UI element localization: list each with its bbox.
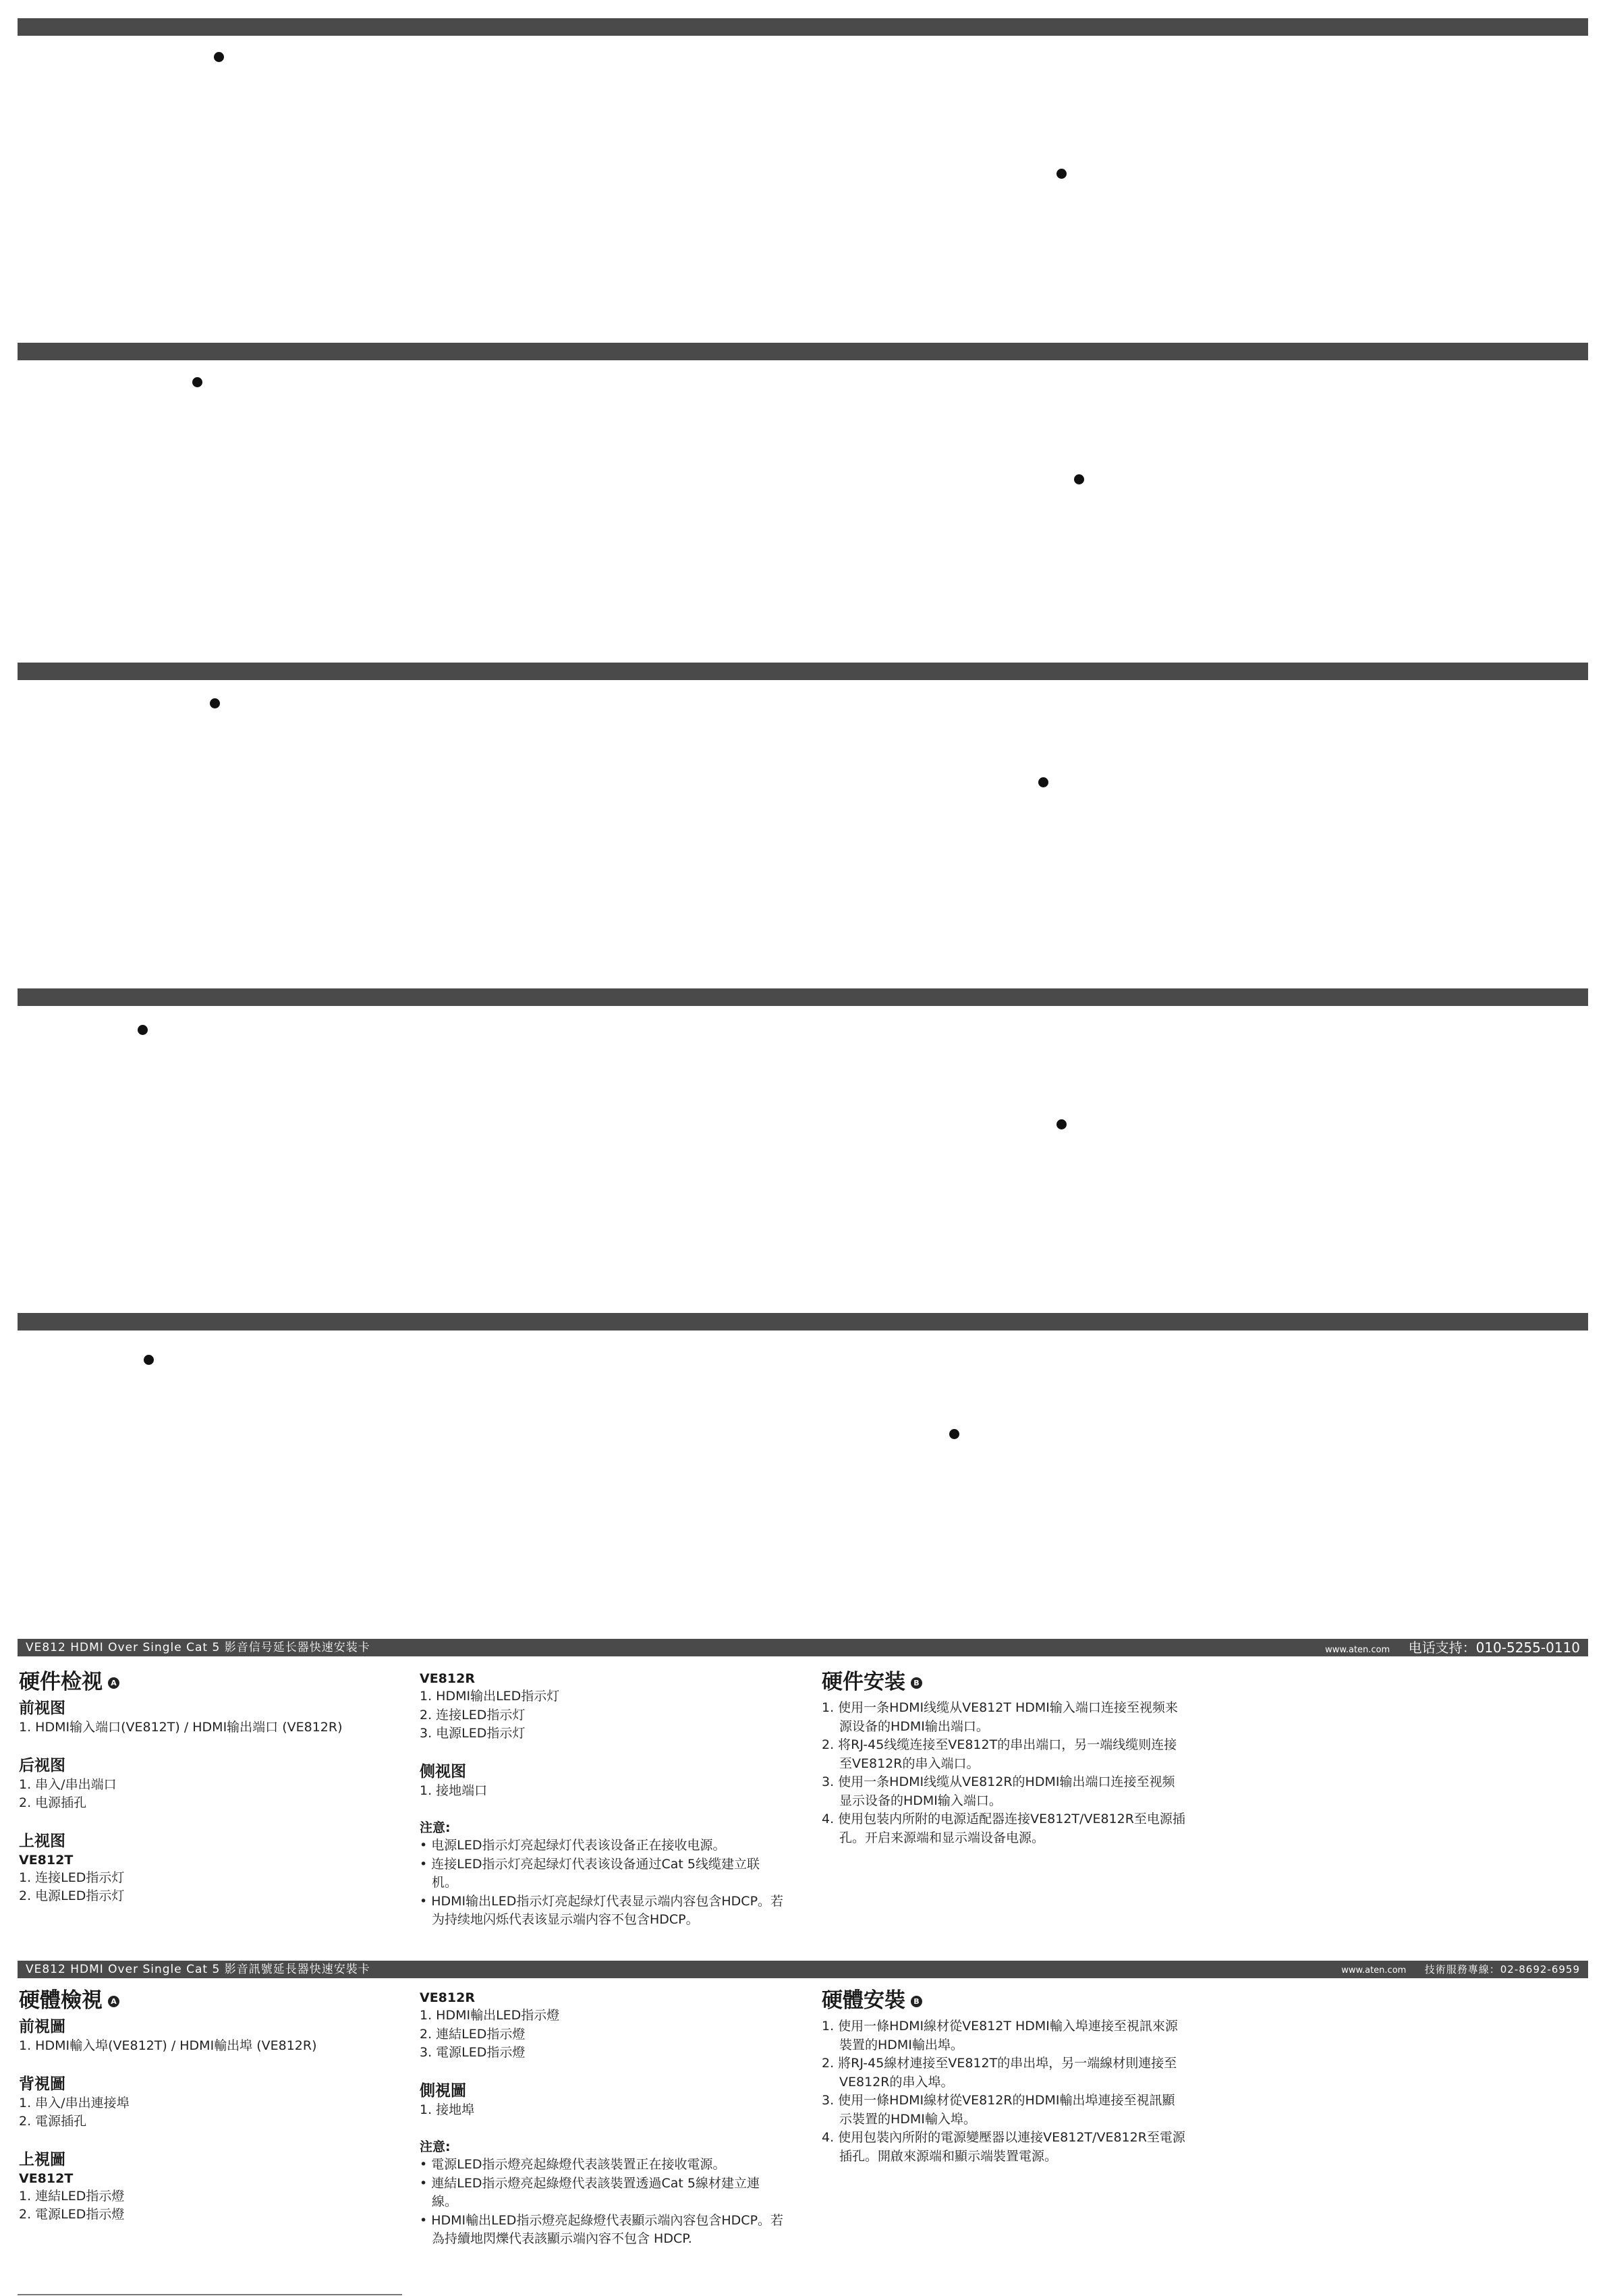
install-step: 1. 使用一條HDMI線材從VE812T HDMI輸入埠連接至視訊來源裝置的HDMI輸出埠。 xyxy=(822,2019,1178,2052)
hardware-install-column xyxy=(822,1988,1186,2166)
top-view-item: 2. 電源LED指示燈 xyxy=(19,2207,125,2222)
note-item: • 电源LED指示灯亮起绿灯代表该设备正在接收电源。 xyxy=(420,1838,726,1853)
receiver-item: 2. 连接LED指示灯 xyxy=(420,1707,526,1723)
support-phone: 电话支持：010-5255-0110 xyxy=(1408,1640,1580,1656)
rear-view-title: 背視圖 xyxy=(19,2075,65,2093)
receiver-column xyxy=(420,1670,784,1930)
side-view-title: 側視圖 xyxy=(420,2081,466,2100)
section-header-simplified xyxy=(18,1639,1588,1656)
rear-view-item: 2. 电源插孔 xyxy=(19,1795,87,1810)
front-view-item: 1. HDMI输入端口(VE812T) / HDMI输出端口 (VE812R) xyxy=(19,1720,343,1735)
note-title: 注意: xyxy=(420,1820,451,1835)
side-view-item: 1. 接地埠 xyxy=(420,2102,475,2117)
bullet-dot xyxy=(1074,474,1084,484)
note-item: • 電源LED指示燈亮起綠燈代表該裝置正在接收電源。 xyxy=(420,2157,726,2172)
section-bar-3 xyxy=(18,663,1588,680)
receiver-item: 1. HDMI輸出LED指示燈 xyxy=(420,2008,560,2023)
bullet-dot xyxy=(1038,777,1048,787)
hardware-review-heading: 硬體檢視 A xyxy=(19,1988,397,2013)
badge-a-icon: A xyxy=(108,1677,119,1689)
front-view-item: 1. HDMI輸入埠(VE812T) / HDMI輸出埠 (VE812R) xyxy=(19,2038,317,2053)
receiver-item: 2. 連結LED指示燈 xyxy=(420,2026,526,2042)
hardware-install-heading: 硬體安裝 B xyxy=(822,1988,1186,2013)
front-view-title: 前視圖 xyxy=(19,2018,65,2036)
note-item: • 連結LED指示燈亮起綠燈代表該裝置透過Cat 5線材建立連線。 xyxy=(420,2175,760,2209)
top-view-item: 1. 连接LED指示灯 xyxy=(19,1870,125,1885)
rear-view-item: 2. 電源插孔 xyxy=(19,2114,87,2129)
install-step: 3. 使用一条HDMI线缆从VE812R的HDMI输出端口连接至视频显示设备的HDMI输入端口。 xyxy=(822,1774,1175,1808)
bullet-dot xyxy=(214,52,224,62)
bullet-dot xyxy=(949,1429,959,1439)
top-view-title: 上視圖 xyxy=(19,2150,65,2168)
bullet-dot xyxy=(210,698,220,708)
note-title: 注意: xyxy=(420,2139,451,2154)
top-view-item: 2. 电源LED指示灯 xyxy=(19,1888,125,1903)
install-step: 2. 将RJ-45线缆连接至VE812T的串出端口，另一端线缆则连接至VE812R的串入端口。 xyxy=(822,1737,1177,1771)
hardware-install-column xyxy=(822,1669,1186,1847)
note-item: • 连接LED指示灯亮起绿灯代表该设备通过Cat 5线缆建立联机。 xyxy=(420,1856,760,1890)
rear-view-title: 后视图 xyxy=(19,1756,65,1774)
section-header-traditional xyxy=(18,1961,1588,1978)
badge-b-icon: B xyxy=(911,1677,922,1689)
support-phone: 技術服務專線：02-8692-6959 xyxy=(1424,1963,1580,1976)
hardware-review-column xyxy=(19,1988,397,2224)
install-step: 2. 將RJ-45線材連接至VE812T的串出埠，另一端線材則連接至VE812R的串入埠。 xyxy=(822,2056,1177,2090)
receiver-model: VE812R xyxy=(420,1671,475,1686)
bullet-dot xyxy=(1056,169,1067,179)
side-view-title: 侧视图 xyxy=(420,1762,466,1781)
top-view-item: 1. 連結LED指示燈 xyxy=(19,2188,125,2204)
badge-b-icon: B xyxy=(911,1996,922,2007)
website-link[interactable]: www.aten.com xyxy=(1341,1965,1407,1976)
bullet-dot xyxy=(138,1025,148,1035)
section-bar-4 xyxy=(18,988,1588,1006)
receiver-item: 3. 電源LED指示燈 xyxy=(420,2045,526,2060)
rear-view-item: 1. 串入/串出連接埠 xyxy=(19,2095,130,2110)
section-bar-1 xyxy=(18,18,1588,36)
top-view-title: 上视图 xyxy=(19,1832,65,1850)
hardware-install-heading: 硬件安装 B xyxy=(822,1669,1186,1695)
install-step: 4. 使用包裝內所附的電源變壓器以連接VE812T/VE812R至電源插孔。開啟來源端和顯示端裝置電源。 xyxy=(822,2130,1185,2164)
top-view-model: VE812T xyxy=(19,1852,74,1868)
front-view-title: 前视图 xyxy=(19,1700,65,1717)
section-title: VE812 HDMI Over Single Cat 5 影音訊號延長器快速安裝卡 xyxy=(26,1963,370,1976)
receiver-item: 3. 电源LED指示灯 xyxy=(420,1726,526,1741)
hardware-review-column xyxy=(19,1669,397,1906)
install-step: 4. 使用包装内所附的电源适配器连接VE812T/VE812R至电源插孔。开启来源端和显示端设备电源。 xyxy=(822,1812,1185,1845)
badge-a-icon: A xyxy=(108,1996,119,2007)
receiver-model: VE812R xyxy=(420,1990,475,2005)
hardware-review-heading: 硬件检视 A xyxy=(19,1669,397,1695)
side-view-item: 1. 接地端口 xyxy=(420,1783,488,1798)
bullet-dot xyxy=(192,377,202,387)
receiver-column xyxy=(420,1989,784,2249)
receiver-item: 1. HDMI输出LED指示灯 xyxy=(420,1689,560,1704)
website-link[interactable]: www.aten.com xyxy=(1325,1645,1390,1655)
section-bar-2 xyxy=(18,343,1588,360)
note-item: • HDMI輸出LED指示燈亮起綠燈代表顯示端內容包含HDCP。若為持續地閃爍代表該顯示端內容不包含 HDCP. xyxy=(420,2212,784,2246)
note-item: • HDMI输出LED指示灯亮起绿灯代表显示端内容包含HDCP。若为持续地闪烁代表该显示端内容不包含HDCP。 xyxy=(420,1893,784,1927)
bullet-dot xyxy=(1056,1119,1067,1129)
bottom-divider xyxy=(18,2294,402,2295)
section-title: VE812 HDMI Over Single Cat 5 影音信号延长器快速安装卡 xyxy=(26,1641,370,1654)
install-step: 1. 使用一条HDMI线缆从VE812T HDMI输入端口连接至视频来源设备的HDMI输出端口。 xyxy=(822,1700,1178,1734)
bullet-dot xyxy=(144,1355,154,1365)
top-view-model: VE812T xyxy=(19,2171,74,2186)
section-bar-5 xyxy=(18,1313,1588,1331)
rear-view-item: 1. 串入/串出端口 xyxy=(19,1776,117,1792)
install-step: 3. 使用一條HDMI線材從VE812R的HDMI輸出埠連接至視訊顯示裝置的HDMI輸入埠。 xyxy=(822,2093,1175,2127)
